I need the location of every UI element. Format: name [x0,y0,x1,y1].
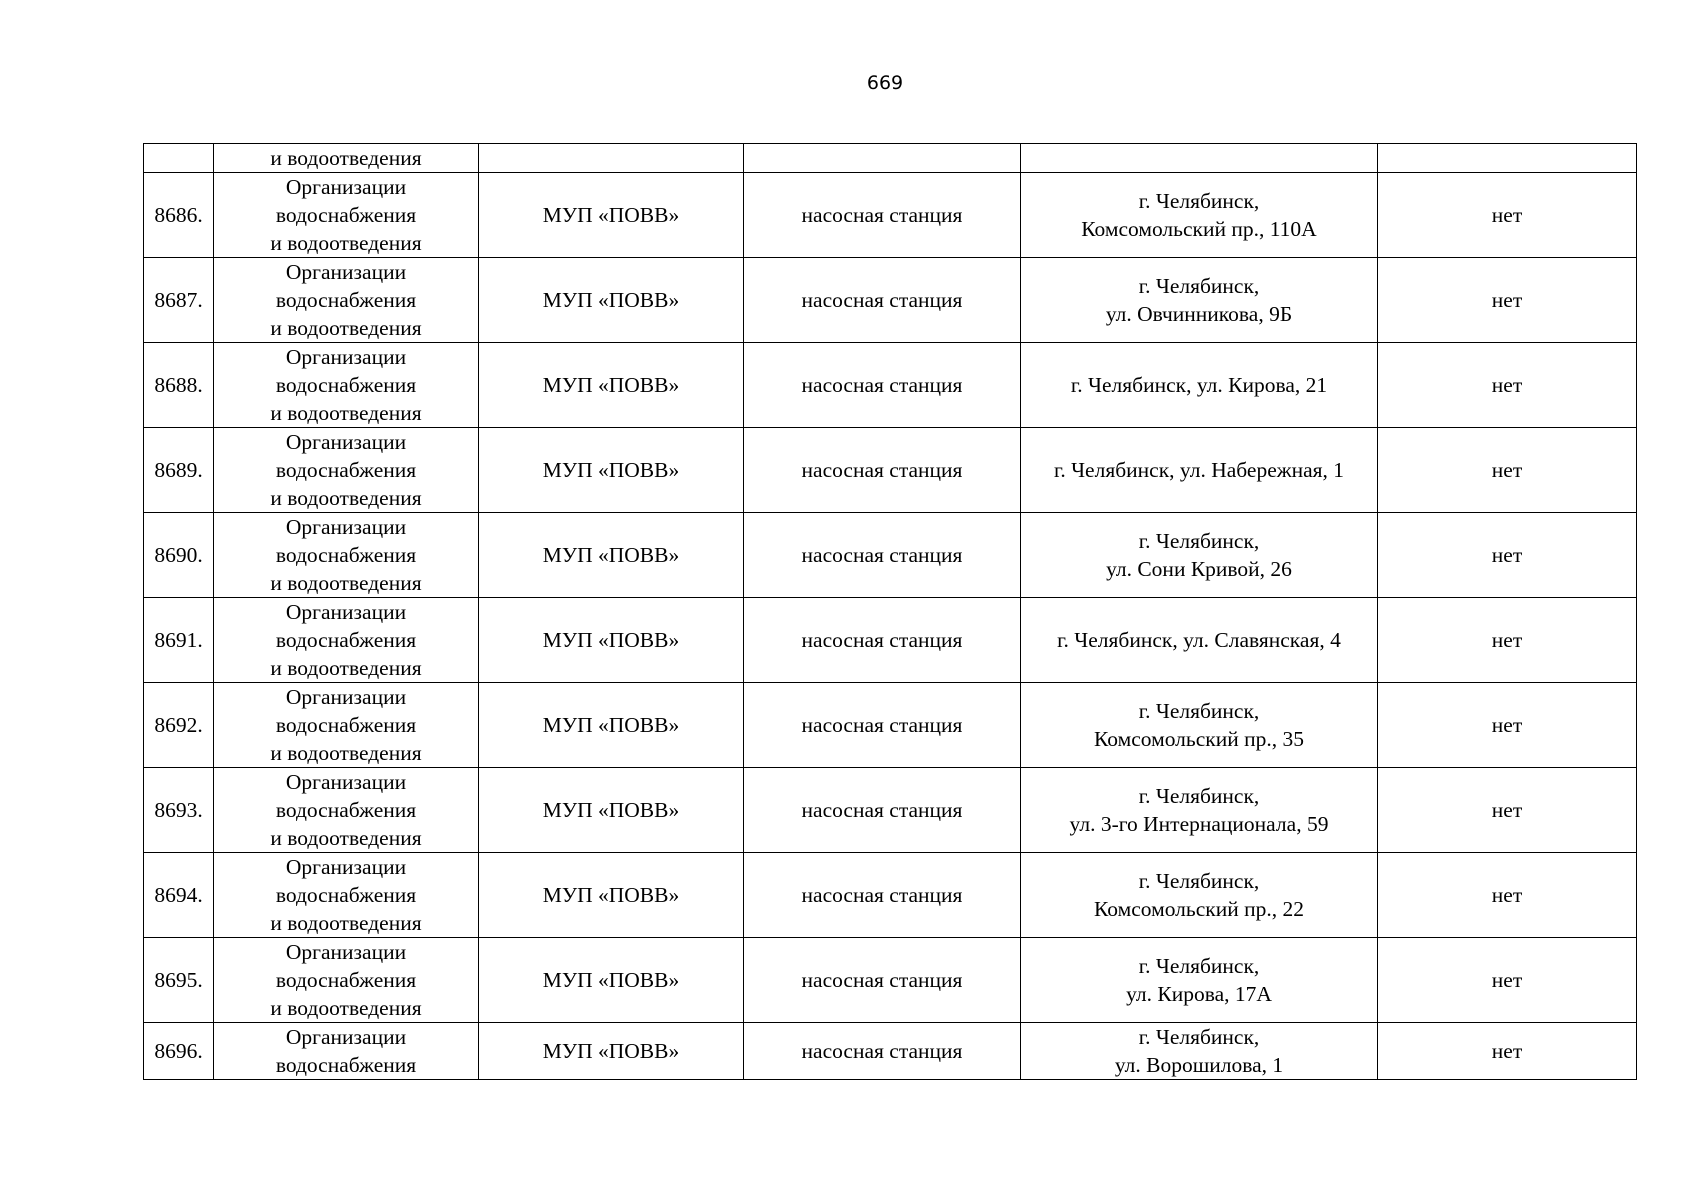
cell-address-line: г. Челябинск, [1138,274,1260,298]
cell-kind-line: водоснабжения [275,798,417,822]
cell-kind-line: и водоотведения [270,826,422,850]
cell-kind [214,428,479,513]
cell-address-line: ул. Ворошилова, 1 [1114,1053,1284,1077]
cell-address [1021,598,1378,683]
cell-org: МУП «ПОВВ» [479,1023,744,1080]
cell-address-line: ул. 3-го Интернационала, 59 [1069,812,1329,836]
cell-kind-line: водоснабжения [275,713,417,737]
cell-address-line: г. Челябинск, ул. Кирова, 21 [1070,373,1328,397]
cell-kind [214,343,479,428]
cell-kind-line: Организации [285,1025,407,1049]
cell-num: 8691. [144,598,214,683]
cell-object: насосная станция [744,598,1021,683]
cell-num: 8689. [144,428,214,513]
cell-org: МУП «ПОВВ» [479,343,744,428]
cell-address [1021,683,1378,768]
cell-address-line: ул. Сони Кривой, 26 [1106,557,1292,581]
cell-address-line: г. Челябинск, [1138,869,1260,893]
cell-kind-line: Организации [285,260,407,284]
cell-kind-line: и водоотведения [270,486,422,510]
cell-num: 8695. [144,938,214,1023]
cell-address-line: Комсомольский пр., 35 [1094,727,1304,751]
page-number: 669 [866,72,904,94]
cell-object: насосная станция [744,343,1021,428]
cell-kind-line: Организации [285,430,407,454]
cell-object: насосная станция [744,513,1021,598]
cell-kind-line: Организации [285,175,407,199]
table-row [144,343,1637,428]
cell-kind-line: и водоотведения [270,911,422,935]
cell-object: насосная станция [744,173,1021,258]
cell-num: 8696. [144,1023,214,1080]
cell-kind-line: водоснабжения [275,288,417,312]
cell-flag: нет [1378,1023,1637,1080]
cell-kind-line: Организации [285,770,407,794]
cell-kind-line: Организации [285,515,407,539]
cell-kind [214,513,479,598]
cell-kind [214,683,479,768]
cell-flag: нет [1378,173,1637,258]
cell-address [1021,343,1378,428]
cell-address [1021,853,1378,938]
table-row [144,938,1637,1023]
cell-org: МУП «ПОВВ» [479,683,744,768]
table-row [144,428,1637,513]
cell-kind [214,598,479,683]
cell-object: насосная станция [744,768,1021,853]
cell-address [1021,768,1378,853]
cell-kind [214,768,479,853]
cell-address-line: г. Челябинск, [1138,784,1260,808]
cell-num: 8692. [144,683,214,768]
cell-kind [214,1023,479,1080]
cell-flag: нет [1378,598,1637,683]
cell-object: насосная станция [744,853,1021,938]
cell-kind-line: и водоотведения [270,401,422,425]
cell-address [1021,513,1378,598]
cell-address [1021,258,1378,343]
cell-flag: нет [1378,768,1637,853]
cell-kind-line: водоснабжения [275,628,417,652]
cell-object: насосная станция [744,1023,1021,1080]
cell-org: МУП «ПОВВ» [479,853,744,938]
cell-kind-line: и водоотведения [270,996,422,1020]
cell-kind-line: водоснабжения [275,373,417,397]
cell-kind-line: Организации [285,855,407,879]
cell-org [479,144,744,173]
cell-object: насосная станция [744,683,1021,768]
table-row [144,683,1637,768]
cell-kind-line: и водоотведения [270,316,422,340]
cell-kind-line: водоснабжения [275,883,417,907]
cell-num [144,144,214,173]
cell-kind-line: и водоотведения [270,146,422,170]
cell-object: насосная станция [744,428,1021,513]
cell-address [1021,173,1378,258]
cell-kind-line: и водоотведения [270,741,422,765]
cell-flag [1378,144,1637,173]
cell-org: МУП «ПОВВ» [479,173,744,258]
cell-address-line: г. Челябинск, ул. Славянская, 4 [1057,628,1341,652]
cell-org: МУП «ПОВВ» [479,768,744,853]
cell-object: насосная станция [744,938,1021,1023]
cell-kind-line: водоснабжения [275,203,417,227]
cell-kind [214,938,479,1023]
cell-kind [214,144,479,173]
cell-kind-line: Организации [285,685,407,709]
cell-flag: нет [1378,853,1637,938]
cell-object [744,144,1021,173]
cell-address-line: ул. Кирова, 17А [1126,982,1272,1006]
cell-flag: нет [1378,343,1637,428]
table-row [144,513,1637,598]
cell-kind [214,258,479,343]
cell-org: МУП «ПОВВ» [479,938,744,1023]
cell-flag: нет [1378,258,1637,343]
cell-address-line: г. Челябинск, [1138,529,1260,553]
cell-kind [214,853,479,938]
cell-org: МУП «ПОВВ» [479,258,744,343]
table-row [144,853,1637,938]
cell-address-line: г. Челябинск, [1138,954,1260,978]
cell-org: МУП «ПОВВ» [479,598,744,683]
cell-object: насосная станция [744,258,1021,343]
registry-body [144,144,1637,1080]
registry-table [143,143,1637,1080]
cell-kind-line: Организации [285,345,407,369]
cell-address [1021,428,1378,513]
cell-num: 8694. [144,853,214,938]
cell-kind [214,173,479,258]
table-row [144,258,1637,343]
cell-address-line: г. Челябинск, ул. Набережная, 1 [1053,458,1345,482]
cell-address-line: ул. Овчинникова, 9Б [1105,302,1293,326]
cell-address [1021,938,1378,1023]
cell-address [1021,144,1378,173]
cell-address-line: Комсомольский пр., 110А [1081,217,1317,241]
cell-num: 8688. [144,343,214,428]
cell-flag: нет [1378,683,1637,768]
cell-address-line: Комсомольский пр., 22 [1094,897,1304,921]
cell-kind-line: водоснабжения [275,458,417,482]
cell-num: 8686. [144,173,214,258]
cell-kind-line: и водоотведения [270,656,422,680]
table-row-continuation [144,144,1637,173]
cell-kind-line: и водоотведения [270,571,422,595]
cell-kind-line: Организации [285,940,407,964]
cell-num: 8687. [144,258,214,343]
table-row [144,598,1637,683]
table-row [144,768,1637,853]
cell-kind-line: и водоотведения [270,231,422,255]
cell-flag: нет [1378,938,1637,1023]
cell-kind-line: водоснабжения [275,1053,417,1077]
cell-kind-line: водоснабжения [275,543,417,567]
cell-flag: нет [1378,428,1637,513]
table-row [144,1023,1637,1080]
table-row [144,173,1637,258]
cell-kind-line: водоснабжения [275,968,417,992]
cell-flag: нет [1378,513,1637,598]
cell-num: 8690. [144,513,214,598]
cell-org: МУП «ПОВВ» [479,513,744,598]
cell-org: МУП «ПОВВ» [479,428,744,513]
cell-address-line: г. Челябинск, [1138,1025,1260,1049]
cell-kind-line: Организации [285,600,407,624]
cell-address [1021,1023,1378,1080]
cell-address-line: г. Челябинск, [1138,189,1260,213]
cell-address-line: г. Челябинск, [1138,699,1260,723]
cell-num: 8693. [144,768,214,853]
